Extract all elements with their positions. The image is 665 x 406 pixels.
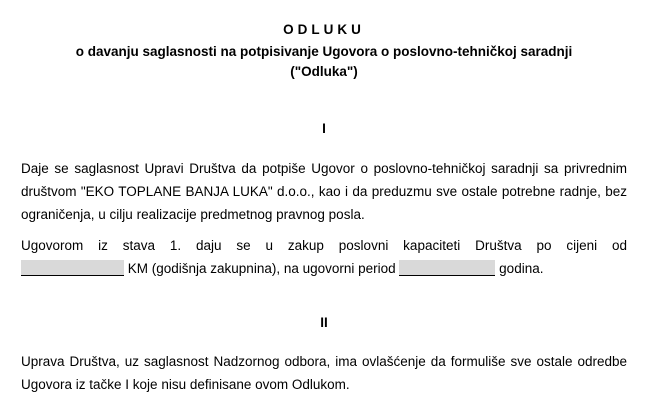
document-page [21,0,627,406]
section-1-paragraph-1: Daje se saglasnost Upravi Društva da potpiše Ugovor o poslovno-tehničkoj saradnji sa privrednim društvom "EKO TOPLANE BANJA LUKA" d.o.o., kao i da preduzmu sve ostale potrebne radnje, bez ograničenja, u cilju realizacije predmetnog pravnog posla. [21,161,627,222]
document-subtitle [21,42,627,82]
period-blank-field [399,260,495,276]
document-title: ODLUKU [283,22,365,37]
section-number-2: II [320,315,328,330]
section-1-paragraph-2 [21,234,627,280]
section-number-1: I [322,121,326,136]
paragraph-2-text-end: godina. [495,261,544,276]
price-blank-field [21,260,124,276]
subtitle-line-2: ("Odluka") [290,64,358,79]
paragraph-2-line-1: Ugovorom iz stava 1. daju se u zakup poslovni kapaciteti Društva po cijeni od [21,238,627,253]
section-2-paragraph-1: Uprava Društva, uz saglasnost Nadzornog odbora, ima ovlašćenje da formuliše sve ostale odredbe Ugovora iz tačke I koje nisu definisane ovom Odlukom. [21,354,627,392]
subtitle-line-1: o davanju saglasnosti na potpisivanje Ugovora o poslovno-tehničkoj saradnji [75,44,573,59]
paragraph-2-text-after-price: KM (godišnja zakupnina), na ugovorni period [124,261,400,276]
